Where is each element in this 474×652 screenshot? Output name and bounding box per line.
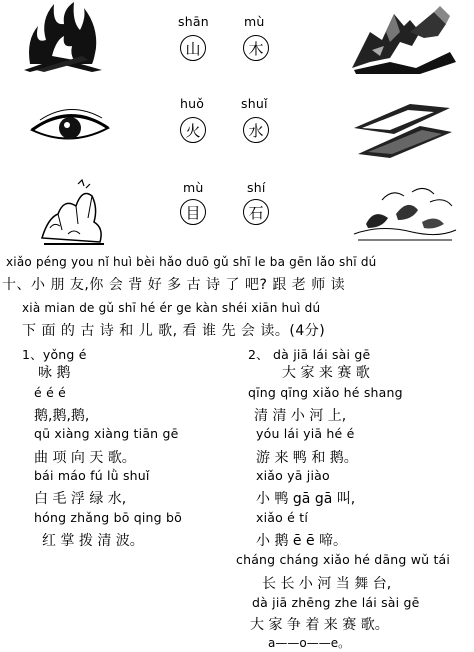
water-picture (350, 98, 456, 160)
pinyin-shi: shí (247, 180, 266, 195)
poem2-line3-pinyin: xiǎo yā jiào (256, 468, 330, 483)
pinyin-huo: huǒ (180, 96, 205, 111)
char-shi-circle: 石 (243, 199, 269, 225)
poem1-line3-pinyin: bái máo fú lǜ shuǐ (34, 468, 150, 483)
poem1-heading: 1、yǒng é (22, 347, 87, 362)
poem2-line2-pinyin: yóu lái yiā hé é (256, 426, 355, 441)
poem2-line6-text: 大 家 争 着 来 赛 歌。 (250, 617, 389, 633)
poem1-line4-pinyin: hóng zhǎng bō qing bō (34, 510, 182, 525)
poem2-line3-text: 小 鸭 gā gā 叫, (256, 491, 356, 507)
eye-picture (30, 108, 110, 148)
section-pinyin-line2: xià mian de gǔ shī hé ér ge kàn shéi xiān huì dú (22, 301, 321, 315)
poem2-line5-text: 长 长 小 河 当 舞 台, (262, 576, 392, 592)
poem2-line2-text: 游 来 鸭 和 鹅。 (256, 450, 358, 466)
poem1-title: 咏 鹅 (38, 365, 71, 381)
poem1-line1-text: 鹅,鹅,鹅, (34, 408, 90, 424)
section-text-line2: 下 面 的 古 诗 和 儿 歌, 看 谁 先 会 读。(4分) (22, 323, 326, 339)
poem2-line4-text: 小 鹅 ē ē 啼。 (256, 533, 348, 549)
poem1-line2-text: 曲 项 向 天 歌。 (34, 450, 136, 466)
char-mu-eye-circle: 目 (180, 199, 206, 225)
mountain-picture (350, 2, 460, 74)
section-pinyin-line1: xiǎo péng you nǐ huì bèi hǎo duō gǔ shī le ba gēn lǎo shī dú (6, 255, 377, 269)
poem1-line4-text: 红 掌 拨 清 波。 (42, 533, 144, 549)
char-shui-circle: 水 (243, 117, 269, 143)
poem2-line1-pinyin: qīng qīng xiǎo hé shang (248, 385, 403, 400)
landscape-picture (38, 178, 110, 248)
pinyin-shan: shān (178, 14, 209, 29)
char-shan-circle: 山 (180, 35, 206, 61)
stones-picture (352, 184, 458, 242)
pinyin-mu: mù (244, 14, 265, 29)
pinyin-mu-eye: mù (183, 180, 204, 195)
poem2-heading: 2、 dà jiā lái sài gē (248, 347, 371, 362)
pinyin-shui: shuǐ (241, 96, 268, 111)
section-text-line1: 十、小 朋 友,你 会 背 好 多 古 诗 了 吧? 跟 老 师 读 (2, 277, 346, 293)
poem1-line1-pinyin: é é é (34, 385, 67, 400)
poem2-line5-pinyin: cháng cháng xiǎo hé dāng wǔ tái (236, 552, 451, 567)
poem2-title: 大 家 来 赛 歌 (282, 365, 370, 381)
poem2-line7-text: a——o——e。 (268, 636, 351, 650)
poem2-line6-pinyin: dà jiā zhēng zhe lái sài gē (252, 595, 420, 610)
char-huo-circle: 火 (180, 117, 206, 143)
poem2-line4-pinyin: xiǎo é tí (256, 510, 308, 525)
poem2-line1-text: 清 清 小 河 上, (254, 408, 347, 424)
campfire-picture (22, 0, 106, 72)
char-mu-circle: 木 (243, 35, 269, 61)
poem1-line3-text: 白 毛 浮 绿 水, (34, 491, 127, 507)
poem1-line2-pinyin: qū xiàng xiàng tiān gē (34, 426, 179, 441)
